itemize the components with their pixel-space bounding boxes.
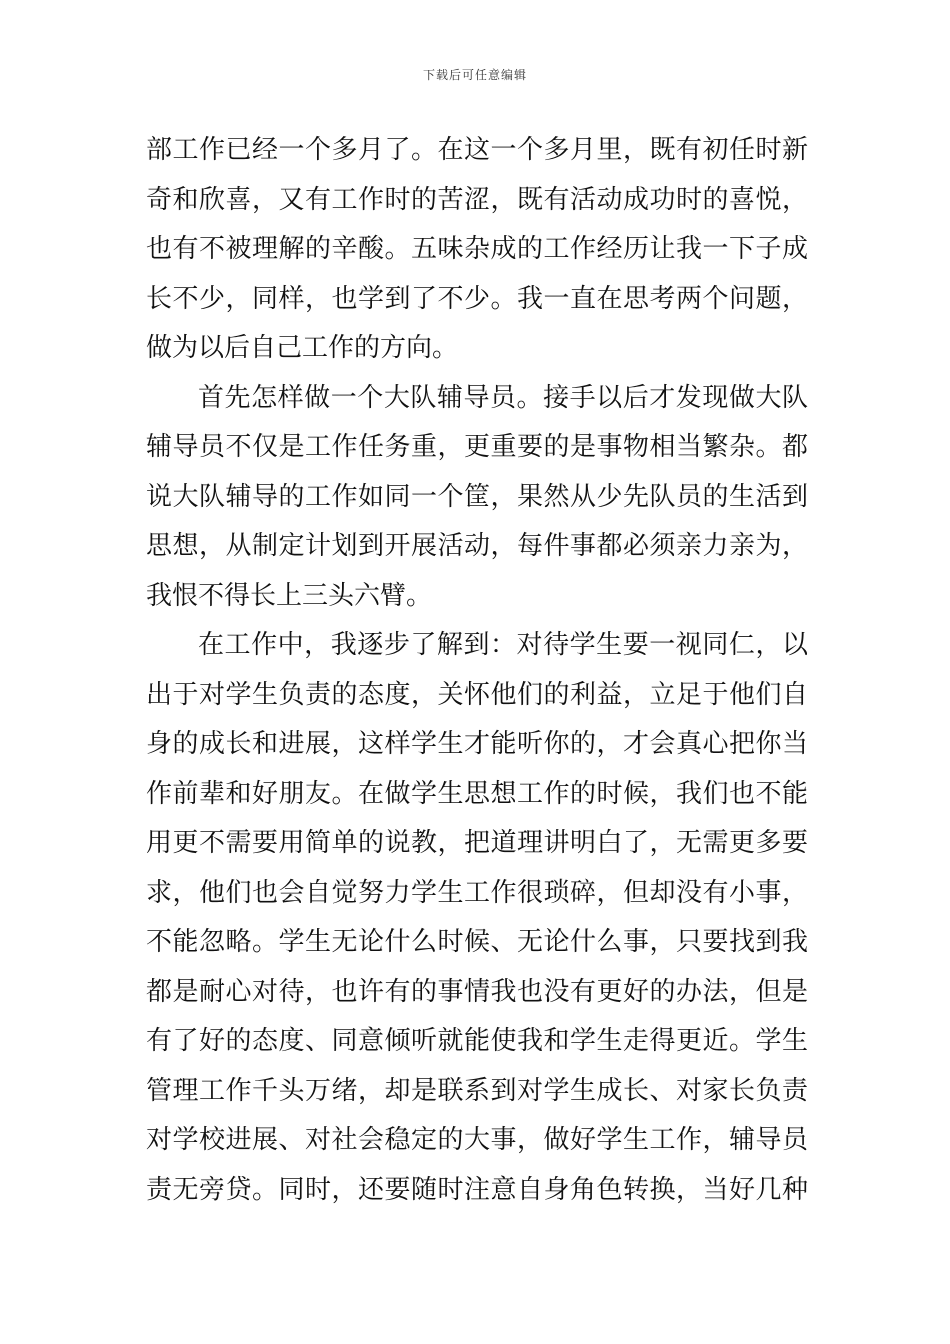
text-line: 长不少，同样，也学到了不少。我一直在思考两个问题， bbox=[146, 283, 808, 314]
text-line: 用更不需要用简单的说教，把道理讲明白了，无需更多要 bbox=[146, 828, 808, 858]
text-line: 责无旁贷。同时，还要随时注意自身角色转换，当好几种 bbox=[146, 1174, 808, 1205]
header-note: 下载后可任意编辑 bbox=[422, 68, 527, 82]
text-line: 求，他们也会自觉努力学生工作很琐碎，但却没有小事， bbox=[146, 877, 808, 908]
text-line: 说大队辅导的工作如同一个筐，果然从少先队员的生活到 bbox=[146, 481, 808, 512]
text-line: 作前辈和好朋友。在做学生思想工作的时候，我们也不能 bbox=[146, 778, 808, 809]
text-line: 都是耐心对待，也许有的事情我也没有更好的办法，但是 bbox=[146, 976, 808, 1007]
text-line: 思想，从制定计划到开展活动，每件事都必须亲力亲为， bbox=[146, 531, 808, 561]
text-line: 辅导员不仅是工作任务重，更重要的是事物相当繁杂。都 bbox=[146, 432, 808, 462]
text-line: 对学校进展、对社会稳定的大事，做好学生工作，辅导员 bbox=[146, 1125, 808, 1155]
text-line: 管理工作千头万绪，却是联系到对学生成长、对家长负责 bbox=[146, 1075, 808, 1106]
text-line: 我恨不得长上三头六臂。 bbox=[146, 580, 433, 611]
text-line: 不能忽略。学生无论什么时候、无论什么事，只要找到我 bbox=[146, 927, 808, 957]
text-line: 奇和欣喜，又有工作时的苦涩，既有活动成功时的喜悦， bbox=[146, 184, 808, 215]
text-line: 有了好的态度、同意倾听就能使我和学生走得更近。学生 bbox=[146, 1026, 808, 1056]
text-line: 出于对学生负责的态度，关怀他们的利益，立足于他们自 bbox=[146, 679, 808, 710]
text-line: 也有不被理解的辛酸。五味杂成的工作经历让我一下子成 bbox=[146, 234, 808, 264]
text-line: 做为以后自己工作的方向。 bbox=[146, 333, 459, 363]
text-line: 身的成长和进展，这样学生才能听你的，才会真心把你当 bbox=[146, 729, 808, 759]
text-line: 在工作中，我逐步了解到：对待学生要一视同仁，以 bbox=[198, 630, 808, 660]
text-line: 首先怎样做一个大队辅导员。接手以后才发现做大队 bbox=[198, 382, 808, 413]
paragraph-3 bbox=[146, 621, 808, 1215]
paragraph-2 bbox=[146, 374, 808, 622]
paragraph-1 bbox=[146, 126, 808, 374]
text-line: 部工作已经一个多月了。在这一个多月里，既有初任时新 bbox=[146, 135, 808, 165]
document-body bbox=[146, 126, 808, 1215]
